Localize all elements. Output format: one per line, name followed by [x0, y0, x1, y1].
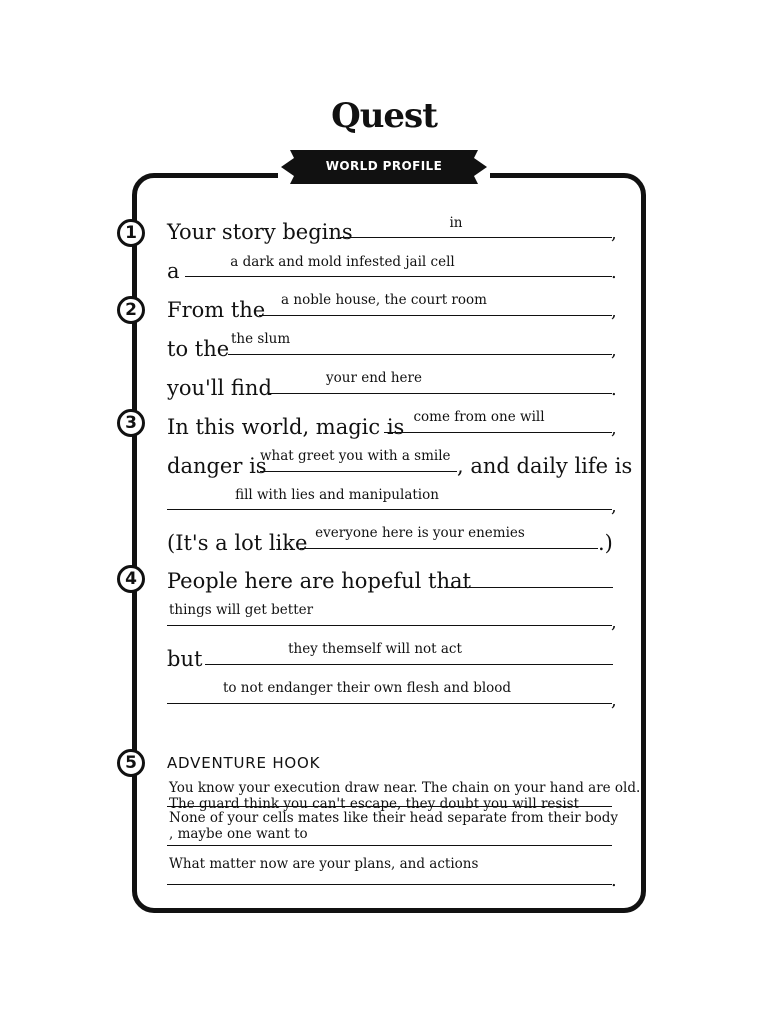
- answer-daily-life[interactable]: fill with lies and manipulation: [235, 487, 439, 503]
- prompt-hopeful: People here are hopeful that: [167, 569, 471, 593]
- blank-line: [167, 806, 612, 807]
- prompt-lot-like: (It's a lot like: [167, 531, 308, 555]
- blank-line: [259, 315, 612, 316]
- blank-line: [445, 587, 613, 588]
- answer-begins[interactable]: in: [449, 215, 463, 231]
- punctuation: ,: [611, 496, 617, 517]
- punctuation: .: [611, 870, 617, 891]
- prompt-danger-is: danger is: [167, 454, 267, 478]
- blank-line: [228, 354, 612, 355]
- step-5-marker: 5: [117, 749, 145, 777]
- answer-danger[interactable]: what greet you with a smile: [260, 448, 451, 464]
- answer-from[interactable]: a noble house, the court room: [281, 292, 487, 308]
- hook-line-3[interactable]: None of your cells mates like their head separate from their body: [169, 810, 619, 826]
- punctuation: ,: [611, 340, 617, 361]
- punctuation: ,: [611, 418, 617, 439]
- answer-but-2[interactable]: to not endanger their own flesh and blood: [222, 680, 512, 696]
- answer-find[interactable]: your end here: [326, 370, 422, 386]
- banner-title: WORLD PROFILE: [325, 159, 443, 173]
- prompt-magic-is: In this world, magic is: [167, 415, 405, 439]
- blank-line: [384, 432, 612, 433]
- blank-line: [167, 845, 612, 846]
- answer-hopeful[interactable]: things will get better: [169, 602, 314, 618]
- punctuation: ,: [611, 223, 617, 244]
- step-3-marker: 3: [117, 409, 145, 437]
- answer-place[interactable]: a dark and mold infested jail cell: [230, 254, 455, 270]
- prompt-lot-like-close: .): [598, 531, 613, 555]
- prompt-to-the: to the: [167, 337, 230, 361]
- punctuation: .: [611, 379, 617, 400]
- quest-logo: Quest: [331, 96, 437, 136]
- blank-line: [269, 393, 612, 394]
- prompt-from-the: From the: [167, 298, 266, 322]
- hook-line-2[interactable]: The guard think you can't escape, they doubt you will resist: [169, 796, 579, 812]
- punctuation: .: [611, 262, 617, 283]
- hook-line-1[interactable]: You know your execution draw near. The chain on your hand are old.: [169, 780, 641, 796]
- punctuation: ,: [611, 690, 617, 711]
- blank-line: [260, 471, 457, 472]
- prompt-daily-life: , and daily life is: [457, 454, 633, 478]
- blank-line: [185, 276, 612, 277]
- step-4-marker: 4: [117, 565, 145, 593]
- answer-magic[interactable]: come from one will: [413, 409, 545, 425]
- prompt-story-begins: Your story begins: [167, 220, 353, 244]
- blank-line: [167, 625, 612, 626]
- hook-line-4[interactable]: , maybe one want to: [169, 826, 308, 842]
- prompt-but: but: [167, 647, 203, 671]
- blank-line: [300, 548, 598, 549]
- blank-line: [205, 664, 613, 665]
- prompt-youll-find: you'll find: [167, 376, 272, 400]
- answer-but-1[interactable]: they themself will not act: [288, 641, 462, 657]
- step-2-marker: 2: [117, 296, 145, 324]
- punctuation: ,: [611, 612, 617, 633]
- prompt-a: a: [167, 259, 180, 283]
- hook-line-5[interactable]: What matter now are your plans, and actions: [169, 856, 479, 872]
- punctuation: ,: [611, 301, 617, 322]
- adventure-hook-heading: ADVENTURE HOOK: [167, 754, 321, 772]
- blank-line: [167, 703, 612, 704]
- blank-line: [167, 509, 612, 510]
- world-profile-banner: [278, 148, 490, 186]
- blank-line: [167, 884, 612, 885]
- answer-like[interactable]: everyone here is your enemies: [315, 525, 525, 541]
- blank-line: [340, 237, 612, 238]
- step-1-marker: 1: [117, 219, 145, 247]
- answer-to[interactable]: the slum: [231, 331, 291, 347]
